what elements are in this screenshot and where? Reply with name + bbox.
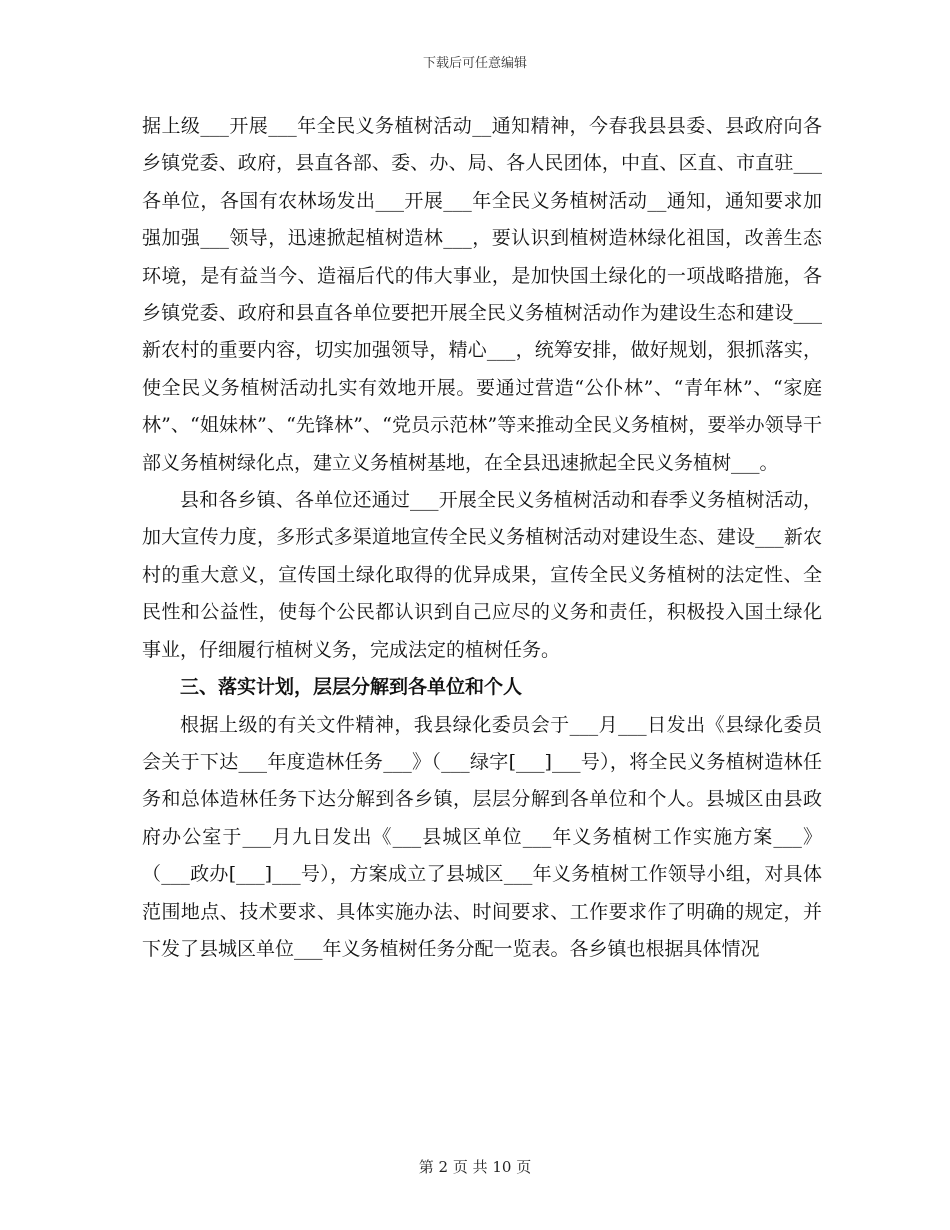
section-heading: 三、落实计划，层层分解到各单位和个人 <box>180 676 523 699</box>
paragraph-3: 根据上级的有关文件精神，我县绿化委员会于___月___日发出《县绿化委员会关于下达___年度造林任务___》（___绿字[___]___号），将全民义务植树造林任务和总体造林任务下达分解到各乡镇，层层分解到各单位和个人。县城区由县政府办公室于___月九日发出《___县城区单位___年义务植树工作实施方案___》（___政办[___]___号），方案成立了县城区___年义务植树工作领导小组，对具体范围地点、技术要求、具体实施办法、时间要求、工作要求作了明确的规定，并下发了县城区单位___年义务植树任务分配一览表。各乡镇也根据具体情况 <box>142 713 822 960</box>
document-body <box>142 108 822 968</box>
paragraph-2: 县和各乡镇、各单位还通过___开展全民义务植树活动和春季义务植树活动，加大宣传力度，多形式多渠道地宣传全民义务植树活动对建设生态、建设___新农村的重大意义，宣传国土绿化取得的优异成果，宣传全民义务植树的法定性、全民性和公益性，使每个公民都认识到自己应尽的义务和责任，积极投入国土绿化事业，仔细履行植树义务，完成法定的植树任务。 <box>142 489 822 661</box>
page-footer: 第 2 页 共 10 页 <box>418 1158 532 1176</box>
paragraph-1: 据上级___开展___年全民义务植树活动__通知精神，今春我县县委、县政府向各乡镇党委、政府，县直各部、委、办、局、各人民团体，中直、区直、市直驻___各单位，各国有农林场发出___开展___年全民义务植树活动__通知，通知要求加强加强___领导，迅速掀起植树造林___，要认识到植树造林绿化祖国，改善生态环境，是有益当今、造福后代的伟大事业，是加快国土绿化的一项战略措施，各乡镇党委、政府和县直各单位要把开展全民义务植树活动作为建设生态和建设___新农村的重要内容，切实加强领导，精心___，统筹安排，做好规划，狠抓落实，使全民义务植树活动扎实有效地开展。要通过营造“公仆林”、“青年林”、“家庭林”、“姐妹林”、“先锋林”、“党员示范林”等来推动全民义务植树，要举办领导干部义务植树绿化点，建立义务植树基地，在全县迅速掀起全民义务植树___。 <box>142 115 822 474</box>
page-header: 下载后可任意编辑 <box>422 56 527 71</box>
